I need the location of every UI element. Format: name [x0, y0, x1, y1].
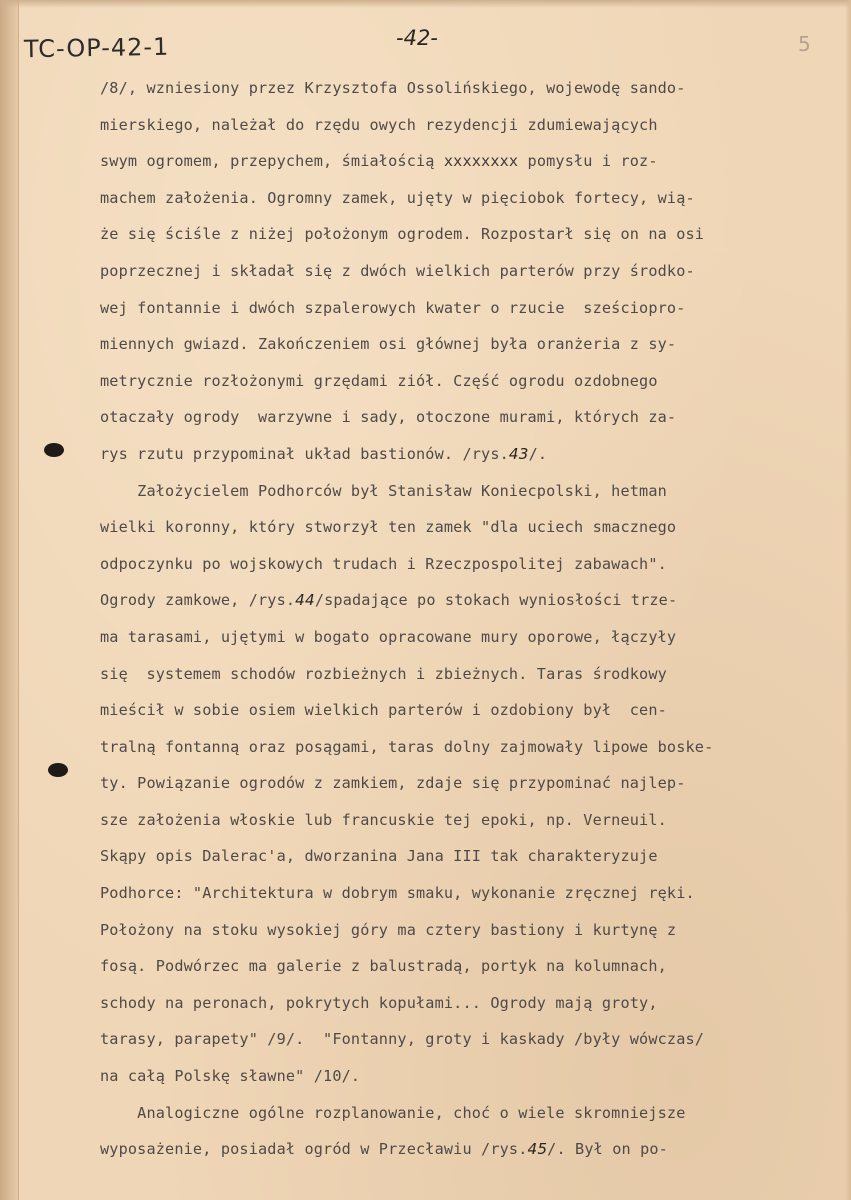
- page-number: -42-: [396, 26, 438, 50]
- text-line: [100, 326, 840, 363]
- line-text: metrycznie rozłożonymi grzędami ziół. Część ogrodu ozdobnego: [100, 371, 658, 390]
- text-line: [100, 656, 840, 693]
- line-text-after: /spadające po stokach wyniosłości trze-: [314, 591, 678, 610]
- text-line: [100, 253, 840, 290]
- line-text: Założycielem Podhorców był Stanisław Koniecpolski, hetman: [100, 481, 667, 500]
- handwritten-figure-number: 45: [527, 1140, 548, 1159]
- pencil-folio-number: 5: [798, 32, 811, 56]
- line-text-tail: pomysłu i roz-: [518, 152, 658, 171]
- line-text: wielki koronny, który stworzył ten zamek "dla uciech smacznego: [100, 518, 677, 537]
- text-line: [100, 619, 840, 656]
- line-text: wyposażenie, posiadał ogród w Przecławiu /rys.: [100, 1140, 528, 1159]
- line-text: że się ściśle z niżej położonym ogrodem. Rozpostarł się on na osi: [100, 225, 705, 244]
- line-text: się systemem schodów rozbieżnych i zbieżnych. Taras środkowy: [100, 664, 667, 683]
- text-line: [100, 509, 840, 546]
- text-line: [100, 70, 840, 107]
- line-text: Położony na stoku wysokiej góry ma cztery bastiony i kurtynę z: [100, 920, 677, 939]
- text-line: [100, 692, 840, 729]
- handwritten-figure-number: 43: [508, 444, 529, 463]
- punch-hole-top: [44, 443, 64, 457]
- line-text: Ogrody zamkowe, /rys.: [100, 591, 296, 610]
- handwritten-figure-number: 44: [295, 591, 315, 610]
- line-text: otaczały ogrody warzywne i sady, otoczone murami, których za-: [100, 408, 677, 427]
- text-line: [100, 143, 840, 180]
- text-line: [100, 1095, 840, 1132]
- line-text: mieścił w sobie osiem wielkich parterów i ozdobiony był cen-: [100, 701, 667, 720]
- line-text: Skąpy opis Dalerac'a, dworzanina Jana III tak charakteryzuje: [100, 847, 658, 866]
- line-text: odpoczynku po wojskowych trudach i Rzeczpospolitej zabawach".: [100, 554, 667, 573]
- text-line: [100, 985, 840, 1022]
- text-line: [100, 875, 840, 912]
- text-line: [100, 216, 840, 253]
- text-line: [100, 838, 840, 875]
- text-line: [100, 436, 840, 473]
- line-text: ma tarasami, ujętymi w bogato opracowane mury oporowe, łączyły: [100, 627, 677, 646]
- line-text: na całą Polskę sławne" /10/.: [100, 1067, 361, 1086]
- text-line: [100, 290, 840, 327]
- text-line: [100, 107, 840, 144]
- line-text: Analogiczne ogólne rozplanowanie, choć o wiele skromniejsze: [100, 1103, 686, 1122]
- text-line: [100, 363, 840, 400]
- typewritten-text: [100, 70, 840, 1168]
- line-text: Podhorce: "Architektura w dobrym smaku, wykonanie zręcznej ręki.: [100, 884, 695, 903]
- line-text: fosą. Podwórzec ma galerie z balustradą, portyk na kolumnach,: [100, 957, 667, 976]
- line-text-after: /.: [528, 444, 548, 463]
- line-text: miennych gwiazd. Zakończeniem osi głównej była oranżeria z sy-: [100, 335, 677, 354]
- text-line: [100, 729, 840, 766]
- line-text: poprzecznej i składał się z dwóch wielkich parterów przy środko-: [100, 261, 695, 280]
- line-text: machem założenia. Ogromny zamek, ujęty w pięciobok fortecy, wią-: [100, 188, 695, 207]
- line-text: ty. Powiązanie ogrodów z zamkiem, zdaje się przypominać najlep-: [100, 774, 686, 793]
- text-line: [100, 399, 840, 436]
- struck-out-text: xxxxxxxx: [443, 152, 519, 171]
- punch-hole-bottom: [48, 763, 68, 777]
- binding-strip: [0, 0, 19, 1200]
- line-text: mierskiego, należał do rzędu owych rezydencji zdumiewających: [100, 115, 658, 134]
- line-text: tarasy, parapety" /9/. "Fontanny, groty i kaskady /były wówczas/: [100, 1030, 705, 1049]
- text-line: [100, 546, 840, 583]
- line-text-after: /. Był on po-: [547, 1140, 668, 1159]
- line-text: swym ogromem, przepychem, śmiałością: [100, 152, 444, 171]
- text-line: [100, 1131, 840, 1168]
- text-line: [100, 180, 840, 217]
- text-line: [100, 1021, 840, 1058]
- text-line: [100, 912, 840, 949]
- paper-top-edge: [0, 0, 851, 8]
- text-line: [100, 765, 840, 802]
- text-line: [100, 473, 840, 510]
- line-text: rys rzutu przypominał układ bastionów. /rys.: [100, 444, 509, 463]
- text-line: [100, 1058, 840, 1095]
- line-text: tralną fontanną oraz posągami, taras dolny zajmowały lipowe boske-: [100, 737, 714, 756]
- line-text: /8/, wzniesiony przez Krzysztofa Ossolińskiego, wojewodę sando-: [100, 79, 686, 97]
- text-line: [100, 802, 840, 839]
- text-line: [100, 582, 840, 619]
- text-line: [100, 948, 840, 985]
- archive-reference: TC-OP-42-1: [23, 32, 170, 64]
- line-text: wej fontannie i dwóch szpalerowych kwater o rzucie sześciopro-: [100, 298, 686, 317]
- paper-right-edge: [845, 0, 851, 1200]
- line-text: schody na peronach, pokrytych kopułami... Ogrody mają groty,: [100, 993, 658, 1012]
- line-text: sze założenia włoskie lub francuskie tej epoki, np. Verneuil.: [100, 810, 667, 829]
